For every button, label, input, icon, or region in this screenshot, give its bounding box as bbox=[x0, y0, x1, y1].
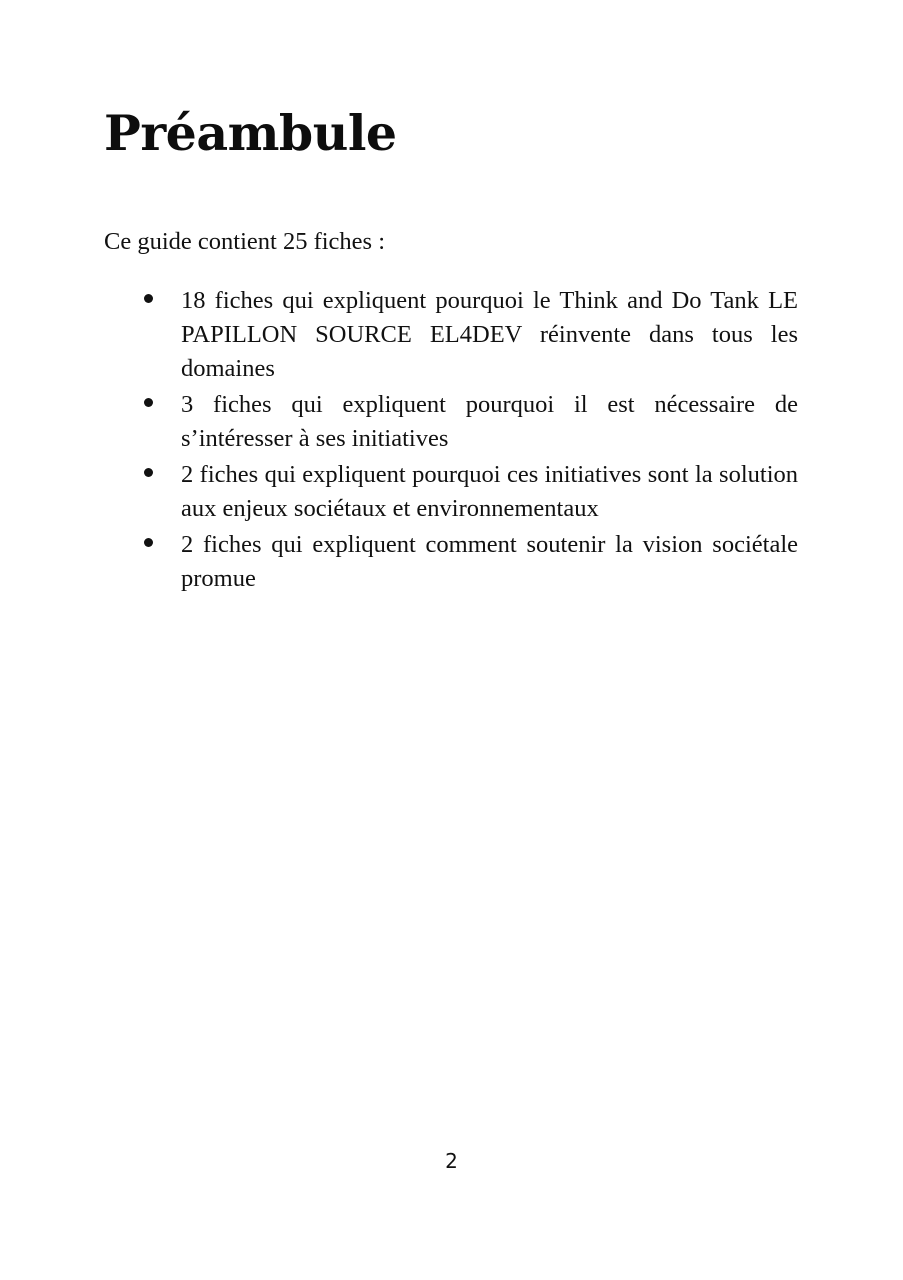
list-item bbox=[104, 458, 798, 526]
list-item-text: 18 fiches qui expliquent pourquoi le Think and Do Tank LE PAPILLON SOURCE EL4DEV réinvente dans tous les domaines bbox=[181, 287, 798, 382]
bullet-icon bbox=[144, 538, 153, 547]
list-item bbox=[104, 284, 798, 386]
page-title: Préambule bbox=[104, 104, 397, 162]
list-item-text: 3 fiches qui expliquent pourquoi il est nécessaire de s’intéresser à ses initiatives bbox=[181, 391, 798, 452]
page-number: 2 bbox=[445, 1149, 458, 1173]
list-item bbox=[104, 388, 798, 456]
bullet-list bbox=[104, 284, 798, 598]
list-item-text: 2 fiches qui expliquent pourquoi ces initiatives sont la solution aux enjeux sociétaux et environnementaux bbox=[181, 461, 798, 522]
list-item bbox=[104, 528, 798, 596]
bullet-icon bbox=[144, 294, 153, 303]
list-item-text: 2 fiches qui expliquent comment soutenir la vision sociétale promue bbox=[181, 531, 798, 592]
intro-paragraph: Ce guide contient 25 fiches : bbox=[104, 228, 385, 255]
bullet-icon bbox=[144, 468, 153, 477]
bullet-icon bbox=[144, 398, 153, 407]
